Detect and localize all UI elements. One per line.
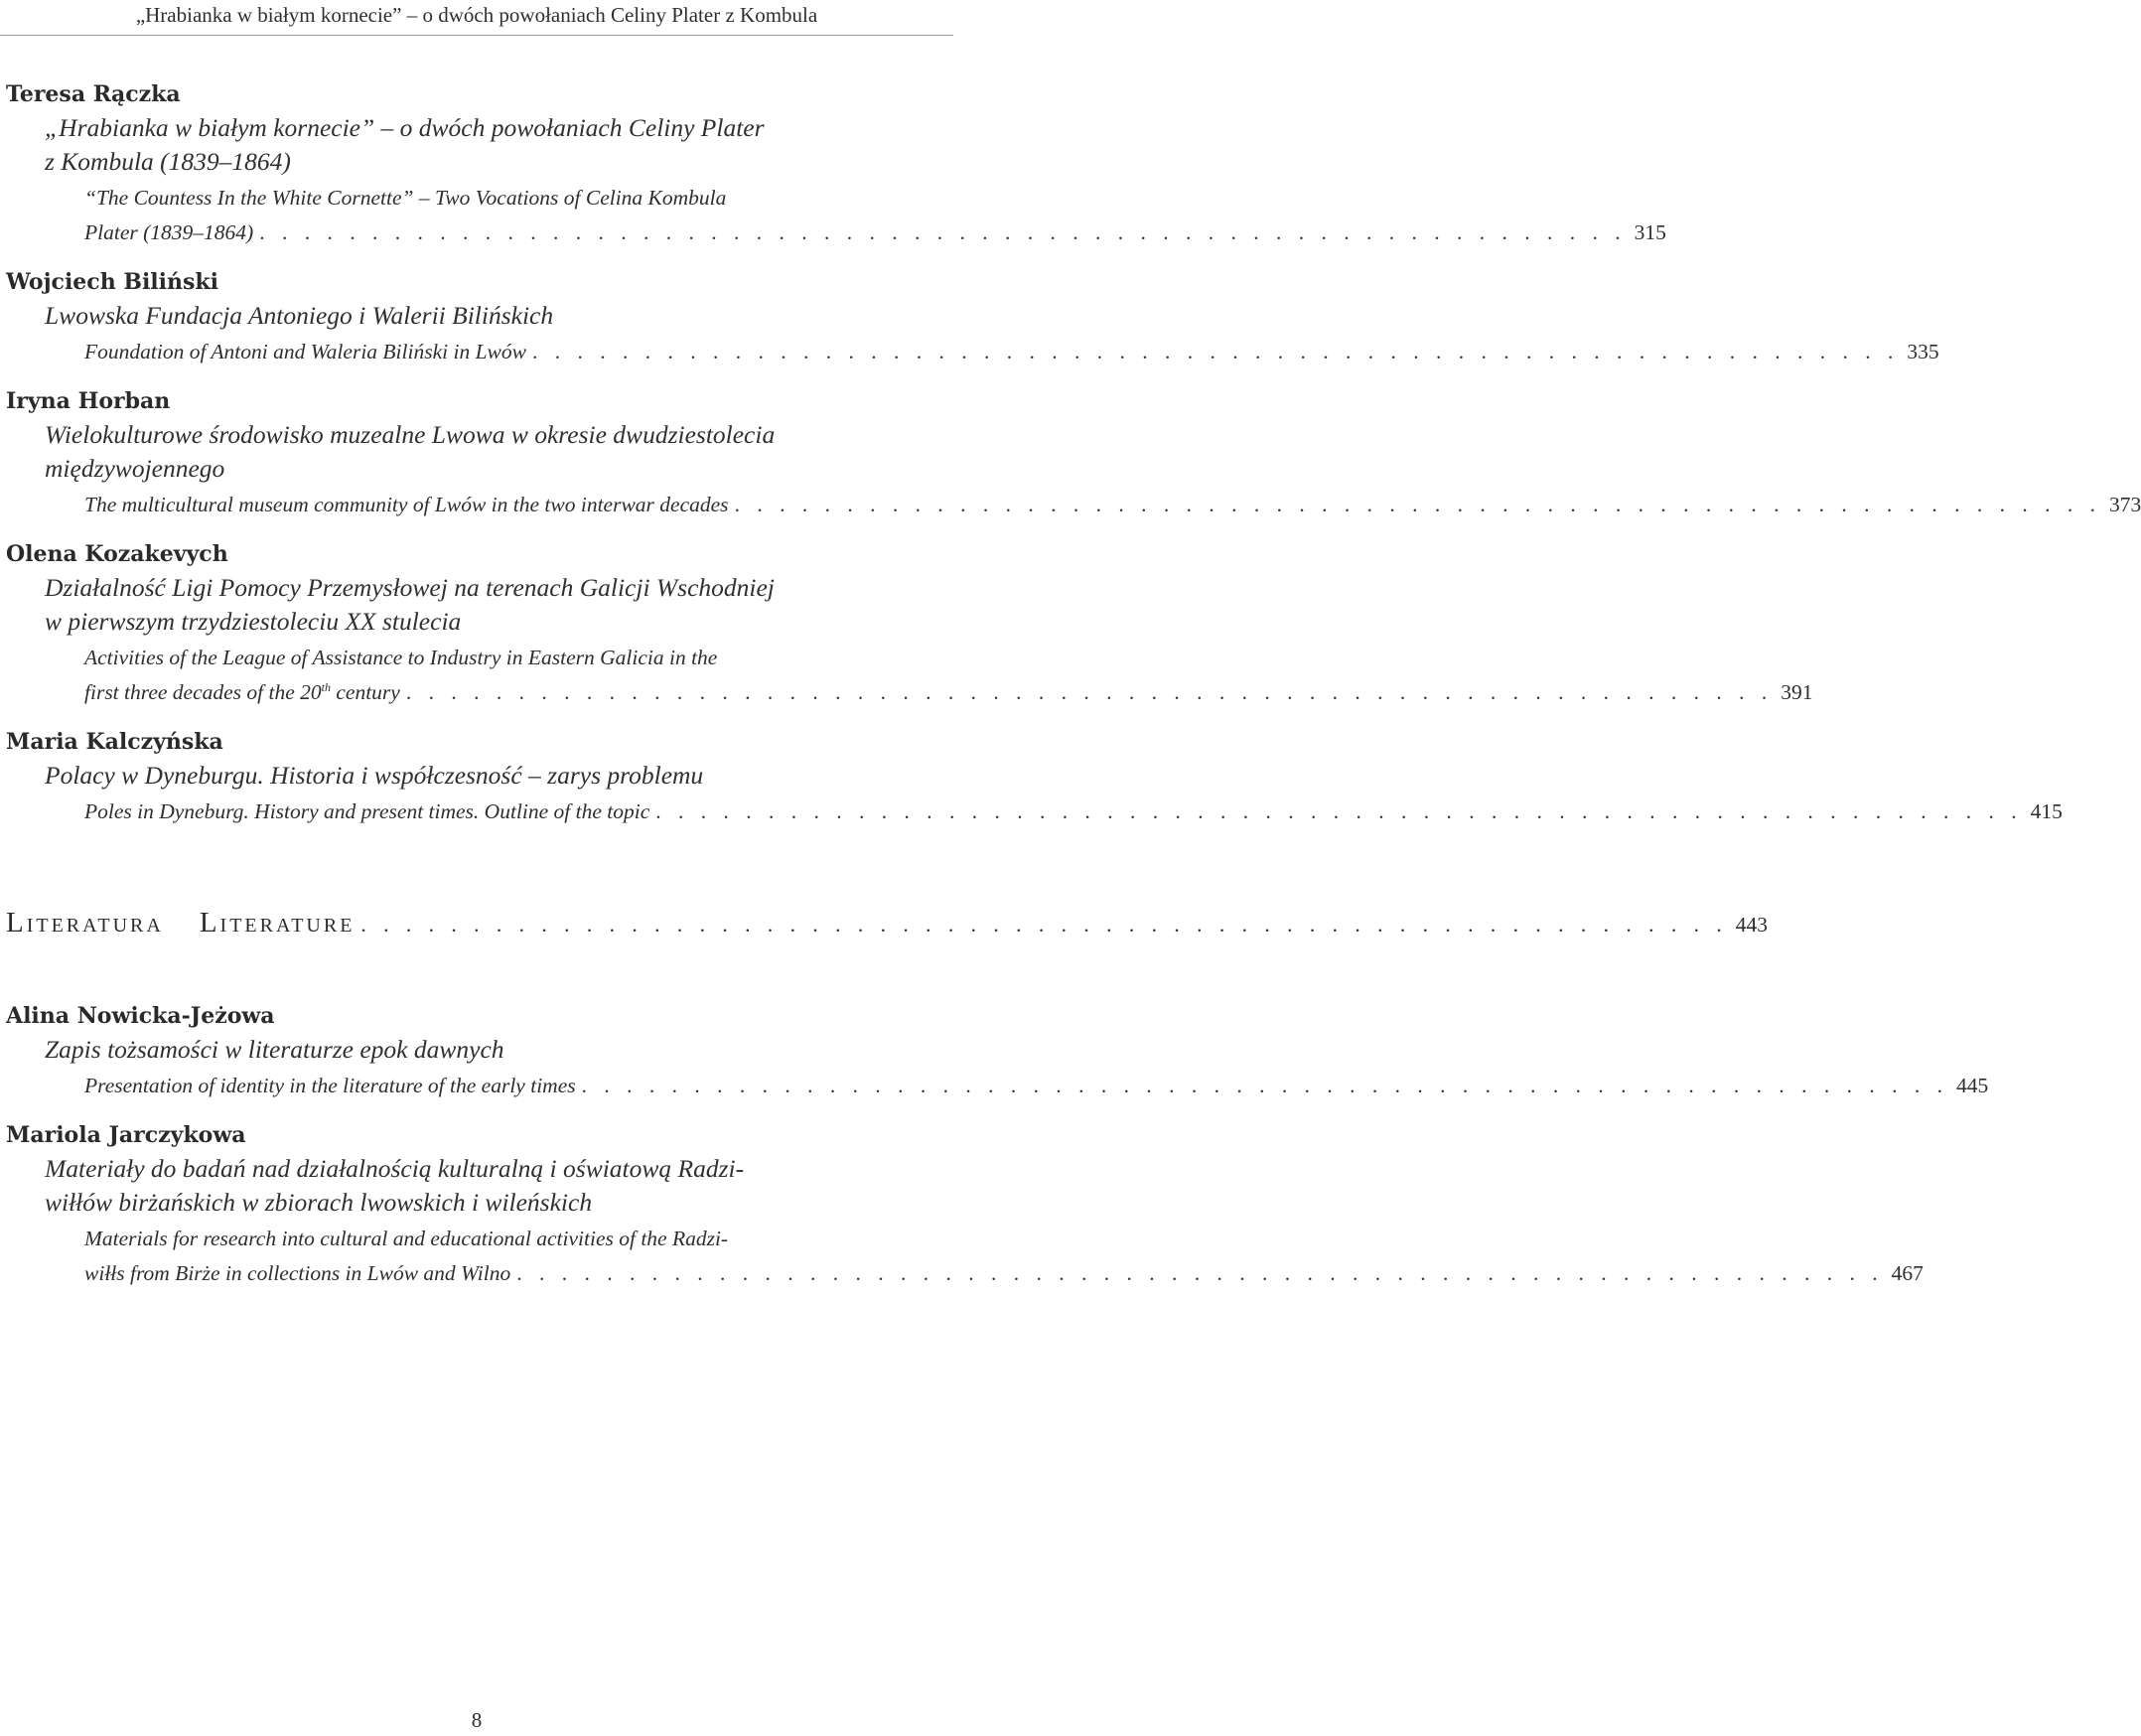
entry-title-pl (6, 111, 947, 179)
title-en-text: Poles in Dyneburg. History and present times. Outline of the topic (84, 799, 650, 823)
entry-title-en (6, 181, 1666, 250)
dot-leader: . . . . . . . . . . . . . . . . . . . . . . . . . . . . . . . . . . . . . . . . . . . . . . . . . . . . . . . . . . . . . (734, 493, 2101, 516)
title-pl-line: z Kombula (1839–1864) (45, 147, 291, 176)
dot-leader: . . . . . . . . . . . . . . . . . . . . . . . . . . . . . . . . . . . . . . . . . . . . . . . . . . . . . . . . . . . . . (531, 340, 1900, 363)
title-en-line: Activities of the League of Assistance to Industry in Eastern Galicia in the (84, 646, 718, 669)
toc-entry[interactable] (6, 267, 1939, 369)
running-head: „Hrabianka w białym kornecie” – o dwóch powołaniach Celiny Plater z Kombula (0, 0, 953, 36)
page-number[interactable]: 415 (2030, 799, 2063, 823)
title-pl-line: Wielokulturowe środowisko muzealne Lwowa w okresie dwudziestolecia (45, 420, 776, 449)
dot-leader: . . . . . . . . . . . . . . . . . . . . . . . . . . . . . . . . . . . . . . . . . . . . . . . . . . . . . . . . . . . . . (516, 1261, 1884, 1285)
title-en-text: Plater (1839–1864) (84, 220, 254, 244)
entry-title-pl (6, 1152, 947, 1220)
entry-title-pl (6, 1033, 947, 1067)
title-pl-line: Materiały do badań nad działalnością kulturalną i oświatową Radzi- (45, 1154, 745, 1183)
title-pl-line: Polacy w Dyneburgu. Historia i współczesność – zarys problemu (45, 761, 704, 790)
page-folio: 8 (471, 1708, 483, 1732)
section-label-pl: Literatura (6, 907, 164, 939)
title-pl-line: w pierwszym trzydziestoleciu XX stulecia (45, 607, 462, 636)
page-number[interactable]: 335 (1907, 340, 1939, 363)
page-number[interactable]: 467 (1891, 1261, 1924, 1285)
entry-title-pl (6, 299, 947, 333)
dot-leader: . . . . . . . . . . . . . . . . . . . . . . . . . . . . . . . . . . . . . . . . . . . . . . . . . . . . . . . . . . . . . (405, 680, 1774, 704)
section-heading[interactable] (6, 907, 1769, 940)
title-en-text: Presentation of identity in the literature of the early times (84, 1074, 576, 1097)
page-number[interactable]: 373 (2108, 493, 2141, 516)
title-en-text: wiłłs from Birże in collections in Lwów and Wilno (84, 1261, 511, 1285)
title-pl-line: międzywojennego (45, 454, 225, 483)
title-en-text-pre: first three decades of the 20 (84, 680, 322, 704)
title-en-last-line (84, 675, 1813, 710)
title-en-line: Materials for research into cultural and educational activities of the Radzi- (84, 1227, 729, 1250)
page-number[interactable]: 443 (1735, 913, 1769, 937)
page-number[interactable]: 391 (1781, 680, 1813, 704)
title-pl-line: Zapis tożsamości w literaturze epok dawnych (45, 1035, 504, 1064)
entry-title-en (6, 335, 1939, 369)
title-en-last-line (84, 795, 2063, 829)
entry-title-en (6, 795, 2063, 829)
page-number[interactable]: 315 (1634, 220, 1666, 244)
toc-entry[interactable] (6, 1120, 1924, 1291)
title-en-text (84, 675, 400, 710)
entry-title-en (6, 641, 1813, 710)
entry-title-pl (6, 571, 947, 639)
entry-author: Wojciech Biliński (6, 269, 218, 295)
title-en-text: The multicultural museum community of Lwów in the two interwar decades (84, 493, 729, 516)
toc-entry[interactable] (6, 727, 2063, 829)
title-pl-line: Lwowska Fundacja Antoniego i Walerii Bilińskich (45, 301, 554, 330)
title-en-last-line (84, 335, 1939, 369)
entry-author: Teresa Rączka (6, 81, 181, 107)
title-en-last-line (84, 216, 1666, 250)
title-en-text-post: century (331, 680, 400, 704)
title-en-last-line (84, 1256, 1924, 1291)
title-en-last-line (84, 1069, 1989, 1103)
title-pl-line: „Hrabianka w białym kornecie” – o dwóch powołaniach Celiny Plater (45, 113, 765, 142)
entry-title-en (6, 1069, 1989, 1103)
dot-leader: . . . . . . . . . . . . . . . . . . . . . . . . . . . . . . . . . . . . . . . . . . . . . . . . . . . . . . . . . . . . . (360, 913, 1728, 937)
title-en-line: “The Countess In the White Cornette” – Two Vocations of Celina Kombula (84, 186, 727, 210)
ordinal-superscript: th (321, 679, 331, 694)
entry-author: Alina Nowicka-Jeżowa (6, 1003, 275, 1029)
dot-leader: . . . . . . . . . . . . . . . . . . . . . . . . . . . . . . . . . . . . . . . . . . . . . . . . . . . . . . . . . . . . . (655, 799, 2023, 823)
dot-leader: . . . . . . . . . . . . . . . . . . . . . . . . . . . . . . . . . . . . . . . . . . . . . . . . . . . . . . . . . . . . . (259, 220, 1627, 244)
page-number[interactable]: 445 (1955, 1074, 1989, 1097)
entry-title-en (6, 488, 2141, 522)
entry-author: Maria Kalczyńska (6, 729, 223, 755)
entry-title-pl (6, 418, 947, 486)
toc-entry[interactable] (6, 386, 2141, 522)
title-pl-line: wiłłów birżańskich w zbiorach lwowskich i wileńskich (45, 1188, 593, 1217)
table-of-contents (6, 79, 2141, 1291)
toc-entry[interactable] (6, 79, 1666, 250)
entry-title-en (6, 1222, 1924, 1291)
title-pl-line: Działalność Ligi Pomocy Przemysłowej na terenach Galicji Wschodniej (45, 573, 775, 602)
toc-entry[interactable] (6, 539, 1813, 710)
toc-entry[interactable] (6, 1001, 1989, 1103)
entry-author: Iryna Horban (6, 388, 171, 414)
entry-author: Mariola Jarczykowa (6, 1122, 246, 1148)
section-label-en: Literature (199, 907, 356, 939)
entry-author: Olena Kozakevych (6, 541, 228, 567)
title-en-last-line (84, 488, 2141, 522)
entry-title-pl (6, 759, 947, 793)
dot-leader: . . . . . . . . . . . . . . . . . . . . . . . . . . . . . . . . . . . . . . . . . . . . . . . . . . . . . . . . . . . . . (581, 1074, 1948, 1097)
title-en-text: Foundation of Antoni and Waleria Biliński in Lwów (84, 340, 526, 363)
